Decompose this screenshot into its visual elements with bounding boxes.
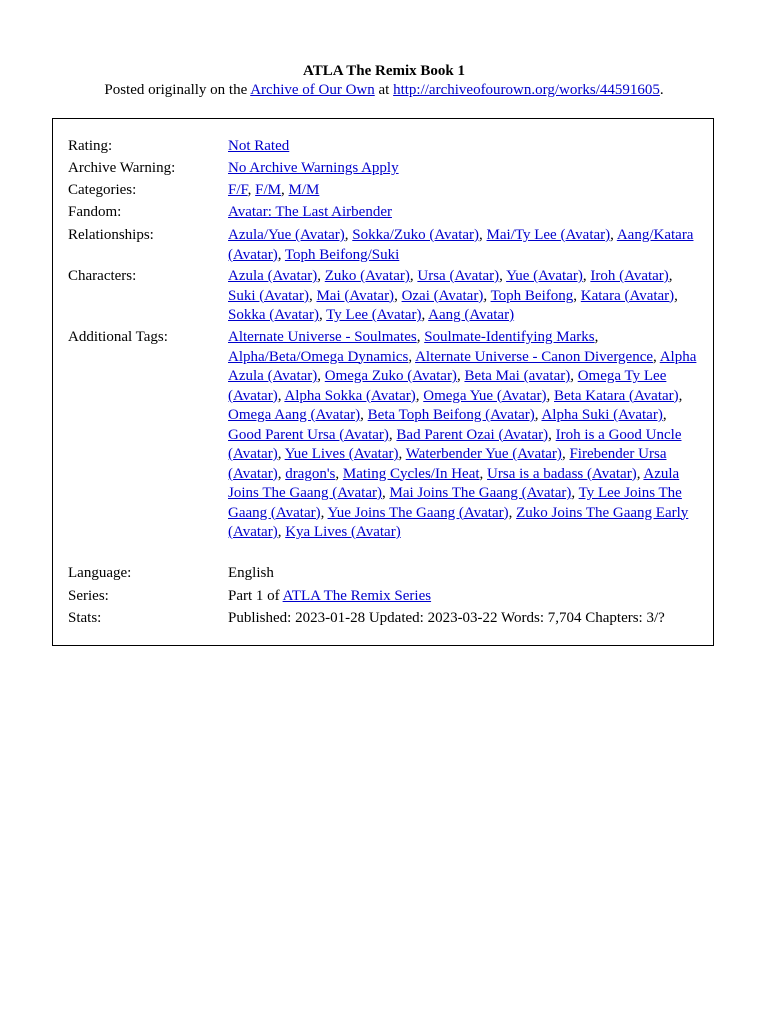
tags-link[interactable]: Firebender Ursa (Avatar) — [228, 446, 667, 482]
tags-link[interactable]: Zuko Joins The Gaang Early (Avatar) — [228, 504, 689, 540]
tags-link[interactable]: Yue Lives (Avatar) — [284, 446, 399, 462]
tags-link[interactable]: Ty Lee Joins The Gaang (Avatar) — [228, 485, 682, 521]
work-title: ATLA The Remix Book 1 — [303, 63, 465, 79]
characters-link[interactable]: Ozai (Avatar) — [401, 287, 484, 304]
fandom-value — [228, 203, 703, 223]
characters-link[interactable]: Mai (Avatar) — [316, 287, 395, 304]
categories-value: F/F, F/M, M/M — [228, 182, 320, 198]
tags-link[interactable]: Alternate Universe - Canon Divergence — [415, 348, 654, 365]
characters-link[interactable]: Yue (Avatar) — [506, 268, 583, 284]
series-prefix: Part 1 of — [228, 588, 280, 604]
characters-value: Azula (Avatar), Zuko (Avatar), Ursa (Avatar), Yue (Avatar), Iroh (Avatar), Suki (Avatar), Mai (Avatar), Ozai (Avatar), Toph Beifong, Katara (Avatar), Sokka (Avatar), Ty Lee (Avatar), Aang (Avatar) — [228, 268, 678, 323]
tags-label: Additional Tags: — [68, 329, 168, 345]
series-label: Series: — [68, 588, 109, 604]
tags-link[interactable]: Waterbender Yue (Avatar) — [405, 446, 562, 462]
language-value: English — [228, 565, 274, 581]
tags-link[interactable]: Alpha Sokka (Avatar) — [284, 387, 416, 404]
tags-link[interactable]: Omega Yue (Avatar) — [423, 387, 547, 404]
categories-link[interactable]: M/M — [288, 182, 320, 198]
tags-link[interactable]: Alternate Universe - Soulmates — [228, 329, 417, 345]
tags-link[interactable]: Beta Toph Beifong (Avatar) — [367, 407, 535, 423]
rating-label: Rating: — [68, 138, 113, 154]
series-value — [228, 587, 703, 607]
work-header — [0, 62, 768, 100]
tags-link[interactable]: Kya Lives (Avatar) — [285, 524, 401, 540]
tags-link[interactable]: Iroh is a Good Uncle (Avatar) — [228, 426, 682, 462]
characters-link[interactable]: Aang (Avatar) — [428, 307, 515, 323]
warning-label: Archive Warning: — [68, 160, 176, 176]
at-word: at — [378, 82, 390, 98]
characters-link[interactable]: Ty Lee (Avatar) — [326, 307, 422, 323]
tags-link[interactable]: Beta Katara (Avatar) — [554, 387, 679, 404]
characters-link[interactable]: Azula (Avatar) — [228, 268, 318, 284]
characters-label: Characters: — [68, 268, 137, 284]
tags-link[interactable]: Omega Zuko (Avatar) — [324, 368, 457, 384]
relationships-label: Relationships: — [68, 227, 154, 243]
tags-link[interactable]: Omega Aang (Avatar) — [228, 407, 361, 423]
characters-link[interactable]: Sokka (Avatar) — [228, 307, 319, 323]
tags-link[interactable]: Yue Joins The Gaang (Avatar) — [327, 504, 509, 521]
tags-link[interactable]: dragon's — [285, 465, 336, 482]
relationships-link[interactable]: Sokka/Zuko (Avatar) — [352, 227, 480, 243]
characters-link[interactable]: Zuko (Avatar) — [324, 268, 410, 284]
tags-link[interactable]: Ursa is a badass (Avatar) — [487, 465, 637, 482]
rating-link[interactable]: Not Rated — [228, 138, 290, 154]
series-link[interactable]: ATLA The Remix Series — [282, 588, 432, 604]
rating-value — [228, 137, 703, 157]
work-url-link[interactable]: http://archiveofourown.org/works/44591605 — [393, 82, 660, 98]
stats-label: Stats: — [68, 610, 102, 626]
tags-link[interactable]: Soulmate-Identifying Marks — [424, 329, 595, 345]
characters-link[interactable]: Ursa (Avatar) — [417, 268, 500, 284]
warning-link[interactable]: No Archive Warnings Apply — [228, 160, 399, 176]
relationships-value: Azula/Yue (Avatar), Sokka/Zuko (Avatar), Mai/Ty Lee (Avatar), Aang/Katara (Avatar), Toph Beifong/Suki — [228, 227, 694, 263]
tags-link[interactable]: Mai Joins The Gaang (Avatar) — [389, 485, 572, 501]
period: . — [659, 82, 664, 98]
characters-link[interactable]: Toph Beifong — [490, 287, 574, 304]
characters-link[interactable]: Katara (Avatar) — [580, 287, 675, 304]
relationships-link[interactable]: Azula/Yue (Avatar) — [228, 227, 345, 243]
tags-link[interactable]: Beta Mai (avatar) — [464, 368, 571, 384]
posted-prefix: Posted originally on the — [104, 82, 248, 98]
archive-link[interactable]: Archive of Our Own — [250, 82, 375, 98]
relationships-link[interactable]: Toph Beifong/Suki — [284, 246, 400, 263]
language-label: Language: — [68, 565, 132, 581]
tags-link[interactable]: Azula Joins The Gaang (Avatar) — [228, 465, 680, 501]
tags-link[interactable]: Good Parent Ursa (Avatar) — [228, 426, 389, 443]
fandom-link[interactable]: Avatar: The Last Airbender — [228, 204, 392, 220]
posted-line — [0, 81, 768, 100]
tags-link[interactable]: Alpha/Beta/Omega Dynamics — [228, 348, 409, 365]
tags-value: Alternate Universe - Soulmates, Soulmate-Identifying Marks, Alpha/Beta/Omega Dynamics, Alternate Universe - Canon Divergence, Alpha Azula (Avatar), Omega Zuko (Avatar), Beta Mai (avatar), Omega Ty Lee (Avatar), Alpha Sokka (Avatar), Omega Yue (Avatar), Beta Katara (Avatar), Omega Aang (Avatar), Beta Toph Beifong (Avatar), Alpha Suki (Avatar), Good Parent Ursa (Avatar), Bad Parent Ozai (Avatar), Iroh is a Good Uncle (Avatar), Yue Lives (Avatar), Waterbender Yue (Avatar), Firebender Ursa (Avatar), dragon's, Mating Cycles/In Heat, Ursa is a badass (Avatar), Azula Joins The Gaang (Avatar), Mai Joins The Gaang (Avatar), Ty Lee Joins The Gaang (Avatar), Yue Joins The Gaang (Avatar), Zuko Joins The Gaang Early (Avatar), Kya Lives (Avatar) — [228, 329, 697, 540]
characters-link[interactable]: Suki (Avatar) — [228, 287, 309, 304]
categories-link[interactable]: F/F — [228, 182, 248, 198]
fandom-label: Fandom: — [68, 204, 122, 220]
characters-link[interactable]: Iroh (Avatar) — [590, 268, 669, 284]
tags-link[interactable]: Omega Ty Lee (Avatar) — [228, 368, 667, 404]
stats-value: Published: 2023-01-28 Updated: 2023-03-22 Words: 7,704 Chapters: 3/? — [228, 610, 665, 626]
categories-link[interactable]: F/M — [255, 182, 282, 198]
relationships-link[interactable]: Mai/Ty Lee (Avatar) — [486, 227, 611, 243]
tags-link[interactable]: Bad Parent Ozai (Avatar) — [396, 426, 549, 443]
tags-link[interactable]: Alpha Suki (Avatar) — [541, 407, 663, 423]
work-metadata-box — [52, 118, 714, 646]
relationships-link[interactable]: Aang/Katara (Avatar) — [228, 227, 694, 263]
tags-link[interactable]: Mating Cycles/In Heat — [342, 465, 480, 482]
warning-value — [228, 159, 703, 179]
tags-link[interactable]: Alpha Azula (Avatar) — [228, 348, 697, 384]
categories-label: Categories: — [68, 182, 137, 198]
